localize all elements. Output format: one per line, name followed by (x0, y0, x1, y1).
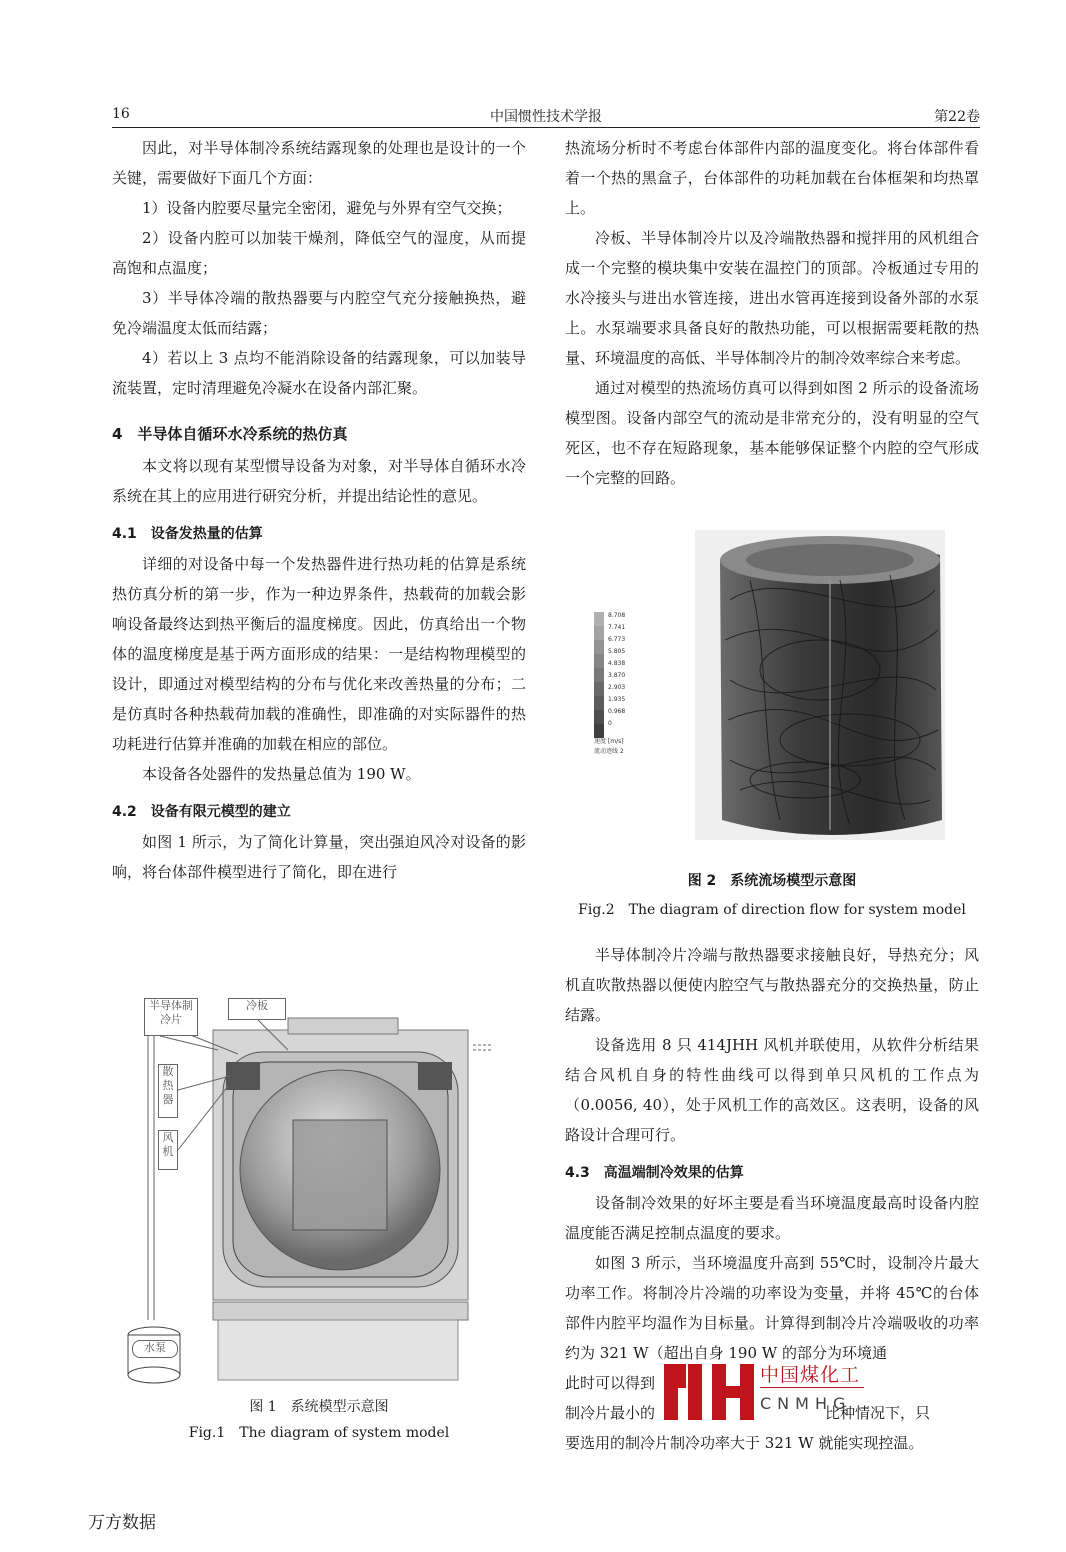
legend-value: 7.741 (608, 624, 626, 631)
paragraph: 因此，对半导体制冷系统结露现象的处理也是设计的一个关键，需要做好下面几个方面： (112, 139, 526, 187)
list-item: 3）半导体冷端的散热器要与内腔空气充分接触换热，避免冷端温度太低而结露； (112, 289, 526, 337)
legend-value: 1.935 (608, 696, 626, 703)
subsection-heading: 4.2 设备有限元模型的建立 (112, 804, 291, 820)
legend-value: 5.805 (608, 648, 626, 655)
figure-1-caption-cn: 图 1 系统模型示意图 (249, 1399, 389, 1415)
paragraph: 设备选用 8 只 414JHH 风机并联使用，从软件分析结果结合风机自身的特性曲线可以得到单只风机的工作点为（0.0056, 40），处于风机工作的高效区。这表明，设备的风路设计合理可行。 (565, 1036, 979, 1144)
paragraph: 详细的对设备中每一个发热器件进行热功耗的估算是系统热仿真分析的第一步，作为一种边界条件，热载荷的加载会影响设备最终达到热平衡后的温度梯度。因此，仿真给出一个物体的温度梯度是基于两方面形成的结果：一是结构物理模型的设计，即通过对模型结构的分布与优化来改善热量的分布；二是仿真时各种热载荷加载的准确性，即准确的对实际器件的热功耗进行估算并准确的加载在相应的部位。 (112, 555, 526, 753)
legend-swatch (594, 696, 604, 710)
callout-semiconductor-cooler: 半导体制冷片 (144, 998, 198, 1036)
legend-value: 4.838 (608, 660, 626, 667)
page-header (112, 104, 980, 128)
legend-value: 2.903 (608, 684, 626, 691)
system-model-diagram (118, 990, 498, 1390)
paragraph: 冷板、半导体制冷片以及冷端散热器和搅拌用的风机组合成一个完整的模块集中安装在温控门的顶部。冷板通过专用的水冷接头与进出水管连接，进出水管再连接到设备外部的水泵上。水泵端要求具备良好的散热功能，可以根据需要耗散的热量、环境温度的高低、半导体制冷片的制冷效率综合来考虑。 (565, 229, 979, 367)
legend-value: 0.968 (608, 708, 626, 715)
volume-label: 第22卷 (934, 109, 980, 125)
left-column (112, 133, 526, 887)
watermark-logo (664, 1360, 880, 1424)
velocity-legend (590, 612, 650, 772)
legend-swatch (594, 710, 604, 724)
callout-radiator: 散热器 (158, 1064, 178, 1118)
right-column-top (565, 133, 979, 493)
text-run: 如图 3 所示，当环境温度升高到 55℃时，设制冷片最大功率工作。将制冷片冷端的功率设为变量，并将 45℃的台体部件内腔平均温作为目标量。计算得到制冷片冷端吸收的功率约为 321 W（超出自身 190 W 的部分为环境通 (565, 1254, 979, 1362)
legend-swatch (594, 626, 604, 640)
paragraph: 通过对模型的热流场仿真可以得到如图 2 所示的设备流场模型图。设备内部空气的流动是非常充分的，没有明显的空气死区，也不存在短路现象，基本能够保证整个内腔的空气形成一个完整的回路。 (565, 379, 979, 487)
figure-2 (590, 520, 970, 850)
footer-source: 万方数据 (88, 1513, 156, 1533)
callout-water-pump: 水泵 (132, 1340, 178, 1358)
paragraph: 设备制冷效果的好坏主要是看当环境温度最高时设备内腔温度能否满足控制点温度的要求。 (565, 1194, 979, 1242)
callout-cold-plate: 冷板 (228, 998, 286, 1020)
subsection-heading: 4.3 高温端制冷效果的估算 (565, 1165, 744, 1181)
figure-2-caption-en: Fig.2 The diagram of direction flow for system model (578, 902, 966, 918)
paragraph: 本设备各处器件的发热量总值为 190 W。 (142, 765, 421, 783)
legend-swatch (594, 682, 604, 696)
logo-underline (760, 1387, 864, 1388)
list-item: 1）设备内腔要尽量完全密闭，避免与外界有空气交换； (142, 199, 512, 217)
legend-value: 8.708 (608, 612, 626, 619)
figure-1 (118, 990, 498, 1390)
paragraph: 如图 1 所示，为了简化计算量，突出强迫风冷对设备的影响，将台体部件模型进行了简化，即在进行 (112, 833, 526, 881)
paragraph: 本文将以现有某型惯导设备为对象，对半导体自循环水冷系统在其上的应用进行研究分析，并提出结论性的意见。 (112, 457, 526, 505)
list-item: 4）若以上 3 点均不能消除设备的结露现象，可以加装导流装置，定时清理避免冷凝水在设备内部汇聚。 (112, 349, 526, 397)
section-heading: 4 半导体自循环水冷系统的热仿真 (112, 425, 348, 443)
paragraph: 半导体制冷片冷端与散热器要求接触良好，导热充分；风机直吹散热器以便使内腔空气与散热器充分的交换热量，防止结露。 (565, 946, 979, 1024)
logo-text-cn: 中国煤化工 (760, 1364, 861, 1386)
text-run: 此时可以得到 (565, 1374, 656, 1392)
figure-1-caption-en: Fig.1 The diagram of system model (188, 1425, 450, 1441)
legend-unit: 速度 [m/s] (594, 738, 624, 745)
legend-swatch (594, 640, 604, 654)
text-run: 制冷片最小的 (565, 1404, 656, 1422)
legend-value: 6.773 (608, 636, 626, 643)
list-item: 2）设备内腔可以加装干燥剂，降低空气的湿度，从而提高饱和点温度； (112, 229, 526, 277)
legend-value: 3.870 (608, 672, 626, 679)
subsection-heading: 4.1 设备发热量的估算 (112, 526, 263, 542)
callout-fan: 风机 (158, 1130, 178, 1170)
header-rule (112, 127, 980, 128)
logo-mark-icon (664, 1360, 756, 1424)
page-number: 16 (112, 106, 130, 122)
paragraph: 要选用的制冷片制冷功率大于 321 W 就能实现控温。 (565, 1434, 924, 1452)
journal-title: 中国惯性技术学报 (490, 109, 602, 125)
legend-swatch (594, 612, 604, 626)
figure-2-caption-cn: 图 2 系统流场模型示意图 (687, 873, 857, 889)
legend-swatch (594, 654, 604, 668)
paragraph: 热流场分析时不考虑台体部件内部的温度变化。将台体部件看着一个热的黑盒子，台体部件的功耗加载在台体框架和均热罩上。 (565, 139, 979, 217)
legend-swatch (594, 668, 604, 682)
legend-value: 0 (608, 720, 612, 727)
legend-name: 流动迹线 2 (594, 748, 624, 755)
text-run: 比种情况下，只 (825, 1404, 931, 1422)
logo-text-en: CNMHG (760, 1394, 852, 1413)
